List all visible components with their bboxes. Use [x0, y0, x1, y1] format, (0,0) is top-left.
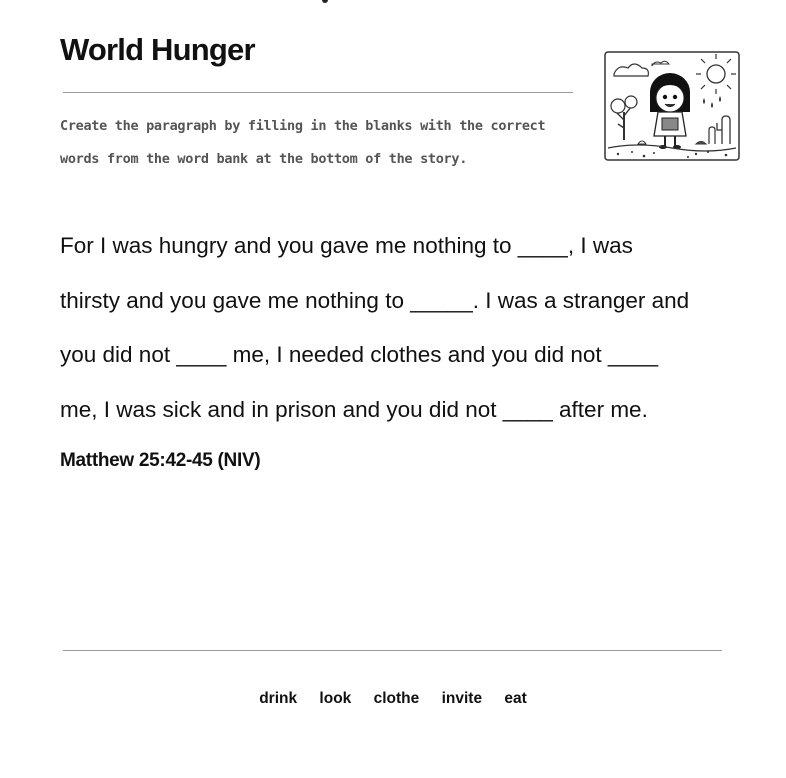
word-bank-item-drink: drink: [259, 690, 298, 707]
story-line-1: For I was hungry and you gave me nothing to ____, I was: [60, 233, 633, 258]
word-bank: [0, 690, 786, 708]
word-bank-item-invite: invite: [441, 690, 483, 707]
scripture-reference: Matthew 25:42-45 (NIV): [60, 450, 261, 471]
story-line-3: you did not ____ me, I needed clothes and you did not ____: [60, 342, 658, 367]
story-line-2: thirsty and you gave me nothing to _____. I was a stranger and: [60, 287, 690, 313]
instructions-line-1: Create the paragraph by filling in the blanks with the correct: [60, 118, 546, 134]
word-bank-item-look: look: [319, 690, 352, 707]
story-line-4: me, I was sick and in prison and you did not ____ after me.: [60, 396, 648, 422]
page-edge-mark: [322, 0, 328, 3]
story-paragraph: [60, 219, 750, 437]
instructions: [60, 110, 560, 176]
worksheet-title: World Hunger: [60, 32, 255, 67]
title-divider: [63, 92, 573, 93]
word-bank-divider: [63, 650, 722, 651]
girl-illustration-icon: [604, 40, 740, 172]
instructions-line-2: words from the word bank at the bottom of the story.: [60, 151, 468, 167]
word-bank-item-eat: eat: [504, 690, 527, 707]
word-bank-item-clothe: clothe: [373, 690, 420, 707]
